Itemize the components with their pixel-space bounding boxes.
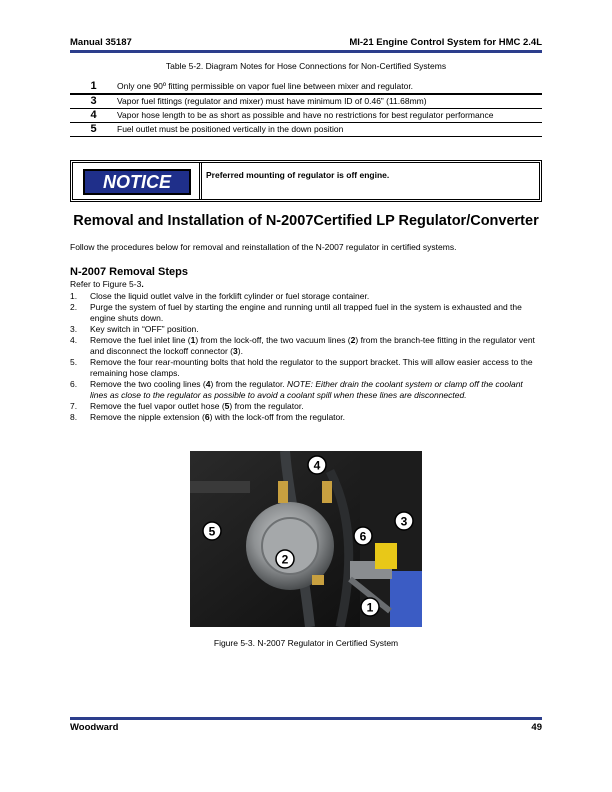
- lockoff-connector: [375, 543, 397, 569]
- callout-5-label: 5: [208, 524, 216, 539]
- step-text-part: Remove the two cooling lines (: [90, 379, 206, 389]
- callout-ref: 3: [233, 346, 238, 356]
- intro-paragraph: Follow the procedures below for removal and reinstallation of the N-2007 regulator in certified systems.: [70, 242, 457, 252]
- note-text: Vapor fuel fittings (regulator and mixer) must have minimum ID of 0.46” (11.68mm): [117, 96, 427, 106]
- callout-6-label: 6: [359, 529, 367, 544]
- step-text-part: ).: [237, 346, 243, 356]
- frame-bar: [190, 481, 250, 493]
- callout-ref: 2: [350, 335, 356, 345]
- step-text-part: ) from the regulator.: [229, 401, 304, 411]
- company-name: Woodward: [70, 722, 119, 733]
- callout-1-label: 1: [366, 600, 374, 615]
- brass-fitting: [322, 481, 332, 503]
- step-number: 4.: [70, 335, 78, 345]
- section-title: Removal and Installation of N-2007Certified LP Regulator/Converter: [73, 213, 539, 229]
- step-text-part: ) with the lock-off from the regulator.: [209, 412, 345, 422]
- blue-bracket: [390, 571, 422, 627]
- step-number: 7.: [70, 401, 78, 411]
- callout-4-label: 4: [313, 458, 321, 473]
- step-text-part: Remove the fuel vapor outlet hose (: [90, 401, 225, 411]
- step-text-part: ) from the branch-tee fitting in the regulator vent and disconnect the lockoff connector (: [90, 335, 535, 356]
- page-header: [70, 37, 542, 50]
- table-caption: Table 5-2. Diagram Notes for Hose Connections for Non-Certified Systems: [165, 61, 447, 71]
- step-text: [90, 401, 542, 412]
- list-item: [70, 335, 542, 357]
- table-row: [70, 123, 542, 137]
- note-number: 3: [90, 95, 97, 107]
- brass-fitting: [312, 575, 324, 585]
- step-text: Key switch in “OFF” position.: [90, 324, 199, 334]
- note-text: Only one 90º fitting permissible on vapor fuel line between mixer and regulator.: [117, 81, 414, 91]
- note-number: 4: [90, 109, 97, 121]
- list-item: [70, 379, 542, 401]
- removal-steps-list: [70, 291, 542, 423]
- list-item: [70, 324, 542, 335]
- header-rule: [70, 50, 542, 53]
- footer-rule: [70, 717, 542, 720]
- removal-steps-title: N-2007 Removal Steps: [70, 266, 188, 278]
- note-number: 5: [90, 123, 97, 135]
- step-text: Purge the system of fuel by starting the engine and running until all trapped fuel in the system is exhausted and the engine shuts down.: [90, 302, 522, 323]
- step-text: Remove the four rear-mounting bolts that hold the regulator to the support bracket. This will allow easier access to the remaining hose clamps.: [90, 357, 533, 378]
- step-text: [90, 412, 542, 423]
- regulator-photo: [190, 451, 422, 627]
- step-number: 5.: [70, 357, 78, 367]
- callout-3-label: 3: [400, 514, 408, 529]
- step-number: 8.: [70, 412, 78, 422]
- list-item: [70, 401, 542, 412]
- step-text: [90, 335, 542, 357]
- notice-badge: NOTICE: [83, 169, 191, 195]
- page-number: 49: [531, 722, 542, 733]
- step-text-part: ) from the regulator.: [210, 379, 288, 389]
- figure-reference-text: Refer to Figure 5-3: [70, 279, 142, 289]
- figure-reference: [70, 279, 144, 289]
- note-text: Fuel outlet must be positioned vertically in the down position: [117, 124, 344, 134]
- table-row: [70, 109, 542, 123]
- step-text: Close the liquid outlet valve in the forklift cylinder or fuel storage container.: [90, 291, 370, 301]
- step-text-part: Remove the fuel inlet line (: [90, 335, 191, 345]
- callout-ref: 4: [205, 379, 211, 389]
- step-number: 1.: [70, 291, 78, 301]
- list-item: [70, 357, 542, 379]
- step-text-part: Remove the nipple extension (: [90, 412, 205, 422]
- step-number: 6.: [70, 379, 78, 389]
- callout-ref: 6: [204, 412, 210, 422]
- step-text: [90, 379, 542, 401]
- figure-caption: Figure 5-3. N-2007 Regulator in Certified System: [213, 638, 399, 648]
- notice-text: Preferred mounting of regulator is off engine.: [206, 170, 390, 180]
- step-number: 2.: [70, 302, 78, 312]
- list-item: [70, 302, 542, 324]
- notes-table: [70, 80, 542, 137]
- callout-ref: 5: [224, 401, 230, 411]
- table-row: [70, 80, 542, 95]
- note-text: Vapor hose length to be as short as possible and have no restrictions for best regulator performance: [117, 110, 494, 120]
- callout-2-label: 2: [281, 552, 289, 567]
- list-item: [70, 291, 542, 302]
- step-text-part: ) from the lock-off, the two vacuum lines (: [195, 335, 351, 345]
- brass-fitting: [278, 481, 288, 503]
- figure-reference-period: .: [141, 279, 144, 289]
- manual-title: MI-21 Engine Control System for HMC 2.4L: [349, 37, 542, 48]
- step-number: 3.: [70, 324, 78, 334]
- list-item: [70, 412, 542, 423]
- callout-ref: 1: [190, 335, 196, 345]
- step-note: NOTE: Either drain the coolant system or clamp off the coolant lines as close to the regulator as possible to avoid a coolant spill when these lines are disconnected.: [90, 379, 523, 400]
- notice-divider: [199, 163, 202, 199]
- regulator-illustration: [190, 451, 422, 627]
- note-number: 1: [90, 80, 97, 92]
- table-row: [70, 95, 542, 109]
- manual-number: Manual 35187: [70, 37, 132, 48]
- notice-box: [70, 160, 542, 202]
